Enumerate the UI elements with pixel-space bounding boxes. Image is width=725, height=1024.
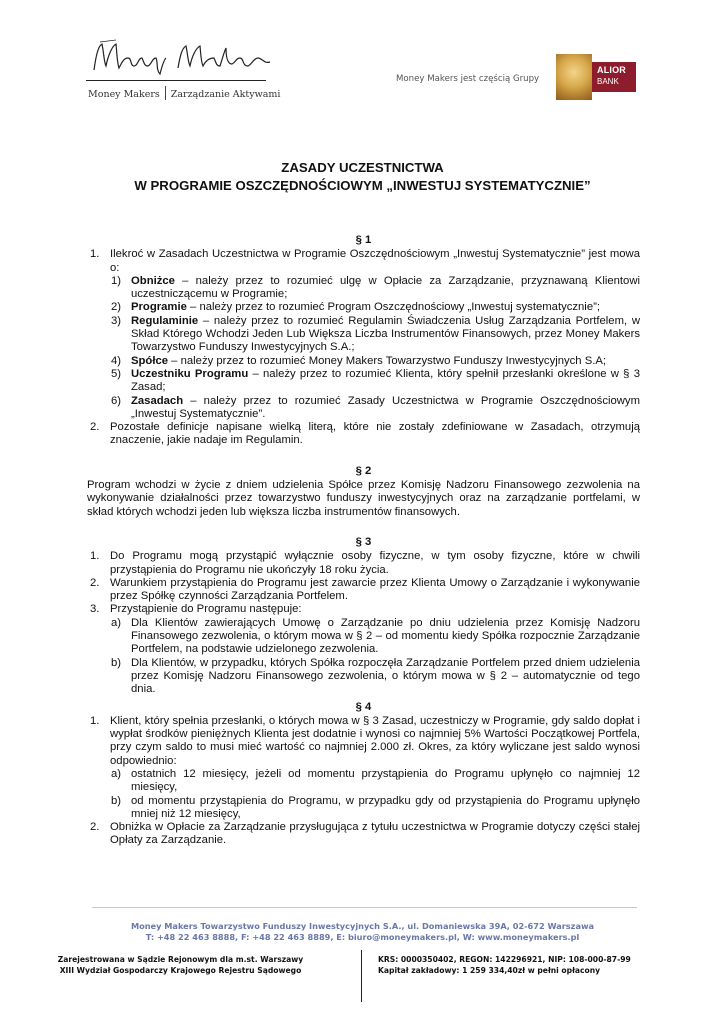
document-title-line1: ZASADY UCZESTNICTWA xyxy=(281,160,444,175)
s1-definition-2 xyxy=(87,301,640,314)
s1-point-1 xyxy=(87,248,640,275)
bank-word: BANK xyxy=(597,77,619,86)
s4-subpoint-b xyxy=(87,795,640,822)
footer-krs-regon-nip: KRS: 0000350402, REGON: 142296921, NIP: 108-000-87-99 xyxy=(378,955,631,964)
definition-text: – należy przez to rozumieć Zasady Uczestnictwa w Programie Oszczędnościowym „Inwestuj Systematycznie”. xyxy=(131,394,640,420)
definition-term: Zasadach xyxy=(131,394,184,407)
point-number: 2. xyxy=(90,821,100,834)
signature-logo-icon xyxy=(86,36,276,78)
s3-point-3 xyxy=(87,603,640,616)
spacer xyxy=(87,519,640,532)
footer-registration xyxy=(0,954,361,976)
footer-vertical-divider xyxy=(361,950,362,1002)
definition-text: – należy przez to rozumieć Klienta, który spełnił przesłanki określone w § 3 Zasad; xyxy=(131,367,640,394)
section-1-heading: § 1 xyxy=(355,234,372,246)
footer-court: Zarejestrowana w Sądzie Rejonowym dla m.st. Warszawy xyxy=(57,955,304,964)
definition-term: Obniżce xyxy=(131,274,175,287)
subpoint-letter: b) xyxy=(111,794,122,807)
definition-text: – należy przez to rozumieć Money Makers Towarzystwo Funduszy Inwestycyjnych S.A; xyxy=(168,354,607,367)
section-4-heading: § 4 xyxy=(355,700,372,713)
footer-court-department: XIII Wydział Gospodarczy Krajowego Rejestru Sądowego xyxy=(59,966,302,975)
s4-point-2 xyxy=(87,821,640,848)
point-text: Warunkiem przystąpienia do Programu jest zawarcie przez Klienta Umowy o Zarządzanie i wykonywanie przez Spółkę czynności Zarządzania Portfelem. xyxy=(110,576,640,603)
definition-text: – należy przez to rozumieć ulgę w Opłacie za Zarządzanie, przyznawaną Klientowi uczestniczącemu w Programie; xyxy=(131,274,640,301)
point-text: Ilekroć w Zasadach Uczestnictwa w Programie Oszczędnościowym „Inwestuj Systematycznie” jest mowa o: xyxy=(110,248,640,274)
logo-subtitle: Zarządzanie Aktywami xyxy=(170,89,281,100)
definition-number: 4) xyxy=(111,354,122,367)
point-text: Do Programu mogą przystąpić wyłącznie osoby fizyczne, w tym osoby fizyczne, które w chwili przystąpienia do Programu nie ukończyły 18 roku życia. xyxy=(110,550,640,576)
definition-number: 3) xyxy=(111,314,122,327)
subpoint-letter: a) xyxy=(111,767,122,780)
logo-separator xyxy=(165,86,166,100)
document-title-line2: W PROGRAMIE OSZCZĘDNOŚCIOWYM „INWESTUJ SYSTEMATYCZNIE” xyxy=(134,178,591,193)
s2-text: Program wchodzi w życie z dniem udzielenia Spółce przez Komisję Nadzoru Finansowego zezwolenia na wykonywanie działalności przez towarzystwo funduszy inwestycyjnych oraz na zarządzanie portfelami, w skład których wchodzi jeden lub większa liczba instrumentów finansowych. xyxy=(87,479,640,518)
s1-definition-1 xyxy=(87,275,640,302)
document-body xyxy=(87,230,640,848)
point-number: 1. xyxy=(90,714,100,727)
logo-underline xyxy=(86,80,266,81)
section-3-heading: § 3 xyxy=(355,535,372,548)
point-text: Pozostałe definicje napisane wielką literą, które nie zostały zdefiniowane w Zasadach, otrzymują znaczenie, jakie nadaje im Regulamin. xyxy=(110,421,640,447)
s3-point-1 xyxy=(87,550,640,577)
footer-share-capital: Kapitał zakładowy: 1 259 334,40zł w pełni opłacony xyxy=(378,966,601,975)
definition-term: Regulaminie xyxy=(131,314,199,327)
logo-brand: Money Makers xyxy=(88,89,160,100)
footer-identifiers xyxy=(378,954,708,976)
point-text: Klient, który spełnia przesłanki, o których mowa w § 3 Zasad, uczestniczy w Programie, gdy saldo dopłat i wypłat środków pieniężnych Klienta jest dodatnie i wynosi co najmniej 5% Wartości Początkowej Portfela, przy czym saldo to musi mieć wartość co najmniej 2.000 zł. Okres, za który wyliczane jest saldo wynosi odpowiednio: xyxy=(110,714,640,767)
footer-address: Money Makers Towarzystwo Funduszy Inwestycyjnych S.A., ul. Domaniewska 39A, 02-672 Warszawa xyxy=(130,921,595,931)
lion-emblem-icon xyxy=(556,54,592,100)
footer-contacts: T: +48 22 463 8888, F: +48 22 463 8889, E: biuro@moneymakers.pl, W: www.moneymakers.pl xyxy=(145,932,580,942)
point-number: 2. xyxy=(90,576,100,589)
definition-number: 6) xyxy=(111,394,122,407)
section-2-heading: § 2 xyxy=(355,464,372,477)
s4-point-1 xyxy=(87,715,640,768)
footer-divider xyxy=(92,907,637,908)
definition-term: Uczestniku Programu xyxy=(131,367,249,380)
subpoint-letter: a) xyxy=(111,616,122,629)
point-text: Przystąpienie do Programu następuje: xyxy=(110,603,302,616)
s1-definition-5 xyxy=(87,368,640,395)
alior-word: ALIOR xyxy=(597,65,626,75)
s4-subpoint-a xyxy=(87,768,640,795)
definition-term: Programie xyxy=(131,301,187,314)
point-text: Obniżka w Opłacie za Zarządzanie przysługująca z tytułu uczestnictwa w Programie dotyczy części stałej Opłaty za Zarządzanie. xyxy=(110,821,640,847)
subpoint-letter: b) xyxy=(111,656,122,669)
group-membership-text: Money Makers jest częścią Grupy xyxy=(396,74,540,84)
alior-bank-logo xyxy=(556,54,638,100)
point-number: 1. xyxy=(90,248,100,261)
s3-subpoint-a xyxy=(87,617,640,657)
point-number: 3. xyxy=(90,603,100,616)
definition-term: Spółce xyxy=(131,354,169,367)
subpoint-text: od momentu przystąpienia do Programu, w przypadku gdy od przystąpienia do Programu upłynęło mniej niż 12 miesięcy, xyxy=(131,794,640,820)
subpoint-text: ostatnich 12 miesięcy, jeżeli od momentu przystąpienia do Programu upłynęło co najmniej 12 miesięcy, xyxy=(131,767,640,794)
s1-point-2 xyxy=(87,421,640,448)
definition-text: – należy przez to rozumieć Regulamin Świadczenia Usług Zarządzania Portfelem, w Skład Którego Wchodzi Jeden Lub Większa Liczba Instrumentów Finansowych, przez Money Makers Towarzystwo Funduszy Inwestycyjnych S.A.; xyxy=(131,314,640,354)
definition-number: 2) xyxy=(111,301,122,314)
subpoint-text: Dla Klientów, w przypadku, których Spółka rozpoczęła Zarządzanie Portfelem przed dniem udzielenia przez Komisję Nadzoru Finansowego zezwolenia, o którym mowa w § 2 – automatycznie od tego dnia. xyxy=(131,656,640,696)
point-number: 1. xyxy=(90,550,100,563)
alior-bank-badge xyxy=(592,62,636,92)
subpoint-text: Dla Klientów zawierających Umowę o Zarządzanie po dniu udzielenia przez Komisję Nadzoru Finansowego zezwolenia, o którym mowa w § 2 – od momentu kiedy Spółka rozpocznie Zarządzanie Portfelem, na podstawie udzielonego zezwolenia. xyxy=(131,616,640,656)
definition-number: 5) xyxy=(111,367,122,380)
s1-definition-6 xyxy=(87,395,640,422)
s1-definition-3 xyxy=(87,315,640,355)
logo-caption xyxy=(88,86,280,100)
spacer xyxy=(87,448,640,461)
s3-subpoint-b xyxy=(87,657,640,697)
definition-number: 1) xyxy=(111,274,122,287)
definition-text: – należy przez to rozumieć Program Oszczędnościowy „Inwestuj systematycznie”; xyxy=(186,301,600,314)
point-number: 2. xyxy=(90,421,100,434)
s1-definition-4 xyxy=(87,355,640,368)
money-makers-logo xyxy=(86,36,281,106)
s3-point-2 xyxy=(87,577,640,604)
footer-company-info xyxy=(0,921,725,943)
